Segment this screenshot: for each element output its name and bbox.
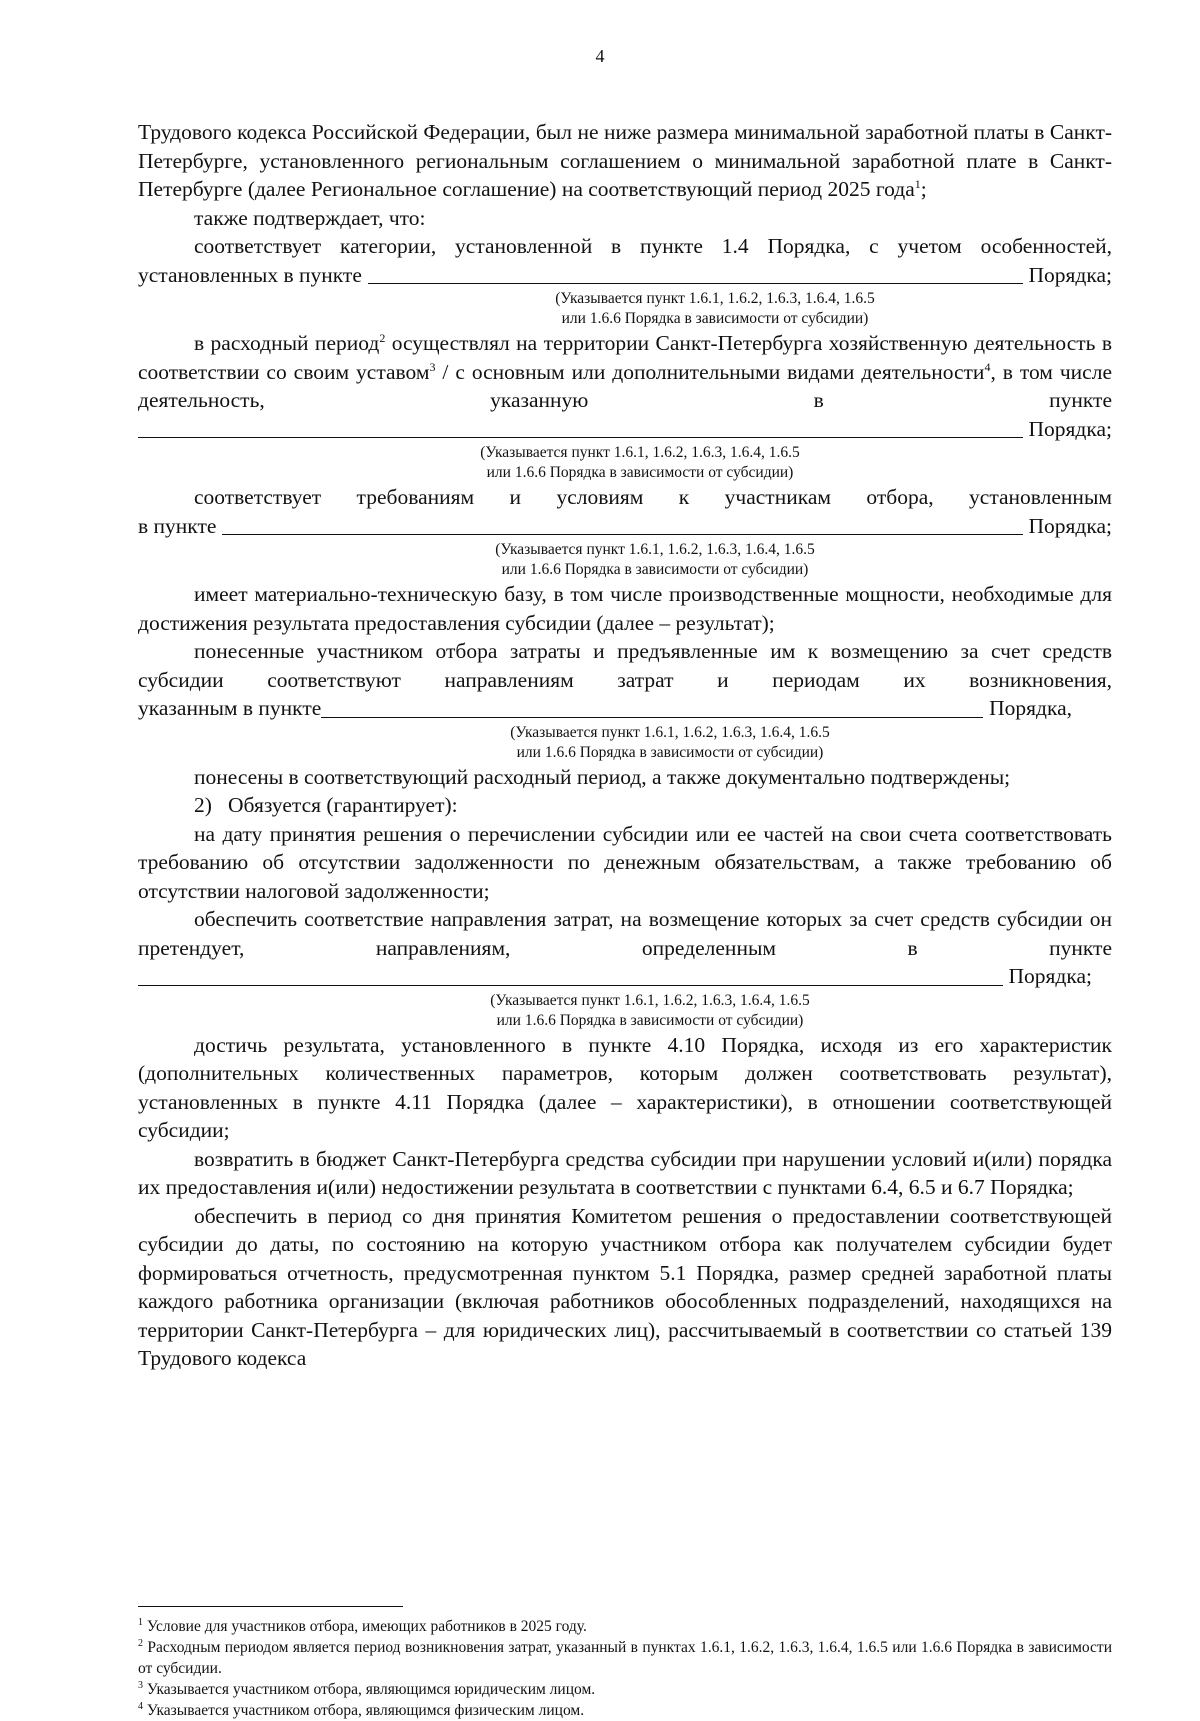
footnotes xyxy=(138,1616,1112,1721)
footnote-divider xyxy=(138,1606,403,1607)
paragraph-wage-continuation: Трудового кодекса Российской Федерации, был не ниже размера минимальной заработной платы в Санкт-Петербурге, установленного региональным соглашением о минимальной заработной плате в Санкт-Петербурге (далее Региональное соглашение) на соответствующий период 2025 года$^1$; xyxy=(138,120,1112,201)
paragraph-activity: в расходный период$^2$ осуществлял на территории Санкт-Петербурга хозяйственную деятельность в соответствии со своим уставом$^3$ / с основным или дополнительными видами деятельности$^4$, в том числе деятельность, указанную в пункте xyxy=(138,330,1112,412)
fill-in-field[interactable] xyxy=(138,436,1023,438)
page-number: 4 xyxy=(595,46,605,66)
paragraph-no-debt: на дату принятия решения о перечислении субсидии или ее частей на свои счета соответствовать требованию об отсутствии задолженности по денежным обязательствам, а также требованию об отсутствии налоговой задолженности; xyxy=(138,821,1112,903)
document-body xyxy=(138,118,1112,1373)
fill-in-field[interactable] xyxy=(321,716,983,718)
blank-line-requirements-point: в пункте Порядка; xyxy=(138,513,1112,538)
footnote-4: $^4$ Указывается участником отбора, являющимся физическим лицом. xyxy=(138,1700,585,1719)
footnote-2: $^2$ Расходным периодом является период возникновения затрат, указанный в пунктах 1.6.1, 1.6.2, 1.6.3, 1.6.4, 1.6.5 или 1.6.6 Порядка в зависимости от субсидии. xyxy=(138,1637,1112,1677)
footnote-ref-4[interactable]: 4 xyxy=(984,359,991,374)
paragraph-directions: обеспечить соответствие направления затрат, на возмещение которых за счет средств субсидии он претендует, направлениям, определенным в пункте xyxy=(138,907,1112,960)
fill-in-field[interactable] xyxy=(138,984,1003,986)
hint-note: (Указывается пункт 1.6.1, 1.6.2, 1.6.3, 1.6.4, 1.6.5 или 1.6.6 Порядка в зависимости от субсидии) xyxy=(495,541,815,578)
hint-note: (Указывается пункт 1.6.1, 1.6.2, 1.6.3, 1.6.4, 1.6.5 или 1.6.6 Порядка в зависимости от субсидии) xyxy=(480,444,800,481)
hint-note: (Указывается пункт 1.6.1, 1.6.2, 1.6.3, 1.6.4, 1.6.5 или 1.6.6 Порядка в зависимости от субсидии) xyxy=(555,290,875,327)
fill-in-field[interactable] xyxy=(368,282,1023,284)
footnote-ref-1[interactable]: 1 xyxy=(914,176,921,191)
footnote-ref-2[interactable]: 2 xyxy=(379,330,386,345)
blank-line-costs-point: указанным в пункте Порядка, xyxy=(138,696,1072,720)
blank-line-directions-point: Порядка; xyxy=(138,962,1112,991)
paragraph-obligations: 2) Обязуется (гарантирует): xyxy=(194,793,458,817)
footnote-1: $^1$ Условие для участников отбора, имеющих работников в 2025 году. xyxy=(138,1616,587,1635)
footnote-3: $^3$ Указывается участником отбора, являющимся юридическим лицом. xyxy=(138,1679,596,1698)
paragraph-achieve-result: достичь результата, установленного в пункте 4.10 Порядка, исходя из его характеристик (дополнительных количественных параметров, которым должен соответствовать результат), установленных в пункте 4.11 Порядка (далее – характеристики), в отношении соответствующей субсидии; xyxy=(138,1032,1112,1142)
paragraph-costs: понесенные участником отбора затраты и предъявленные им к возмещению за счет средств субсидии соответствуют направлениям затрат и периодам их возникновения, xyxy=(138,639,1112,692)
paragraph-return-funds: возвратить в бюджет Санкт-Петербурга средства субсидии при нарушении условий и(или) порядка их предоставления и(или) недостижении результата в соответствии с пунктами 6.4, 6.5 и 6.7 Порядка; xyxy=(138,1146,1112,1199)
fill-in-field[interactable] xyxy=(222,533,1022,535)
paragraph-material-base: имеет материально-техническую базу, в том числе производственные мощности, необходимые для достижения результата предоставления субсидии (далее – результат); xyxy=(138,582,1112,635)
paragraph-incurred: понесены в соответствующий расходный период, а также документально подтверждены; xyxy=(194,764,1011,789)
hint-note: (Указывается пункт 1.6.1, 1.6.2, 1.6.3, 1.6.4, 1.6.5 или 1.6.6 Порядка в зависимости от субсидии) xyxy=(510,723,830,761)
footnote-ref-3[interactable]: 3 xyxy=(429,359,436,374)
blank-line-category-point: установленных в пункте Порядка; xyxy=(138,262,1112,287)
paragraph-requirements: соответствует требованиям и условиям к участникам отбора, установленным xyxy=(194,485,1112,509)
paragraph-confirms: также подтверждает, что: xyxy=(194,205,426,230)
paragraph-category: соответствует категории, установленной в пункте 1.4 Порядка, с учетом особенностей, xyxy=(194,234,1112,258)
paragraph-average-wage: обеспечить в период со дня принятия Комитетом решения о предоставлении соответствующей субсидии до даты, по состоянию на которую участником отбора как получателем субсидии будет формироваться отчетность, предусмотренная пунктом 5.1 Порядка, размер средней заработной платы каждого работника организации (включая работников обособленных подразделений, находящихся на территории Санкт-Петербурга – для юридических лиц), рассчитываемый в соответствии со статьей 139 Трудового кодекса xyxy=(138,1203,1112,1370)
blank-line-activity-point: Порядка; xyxy=(138,415,1112,444)
hint-note: (Указывается пункт 1.6.1, 1.6.2, 1.6.3, 1.6.4, 1.6.5 или 1.6.6 Порядка в зависимости от субсидии) xyxy=(490,991,810,1029)
